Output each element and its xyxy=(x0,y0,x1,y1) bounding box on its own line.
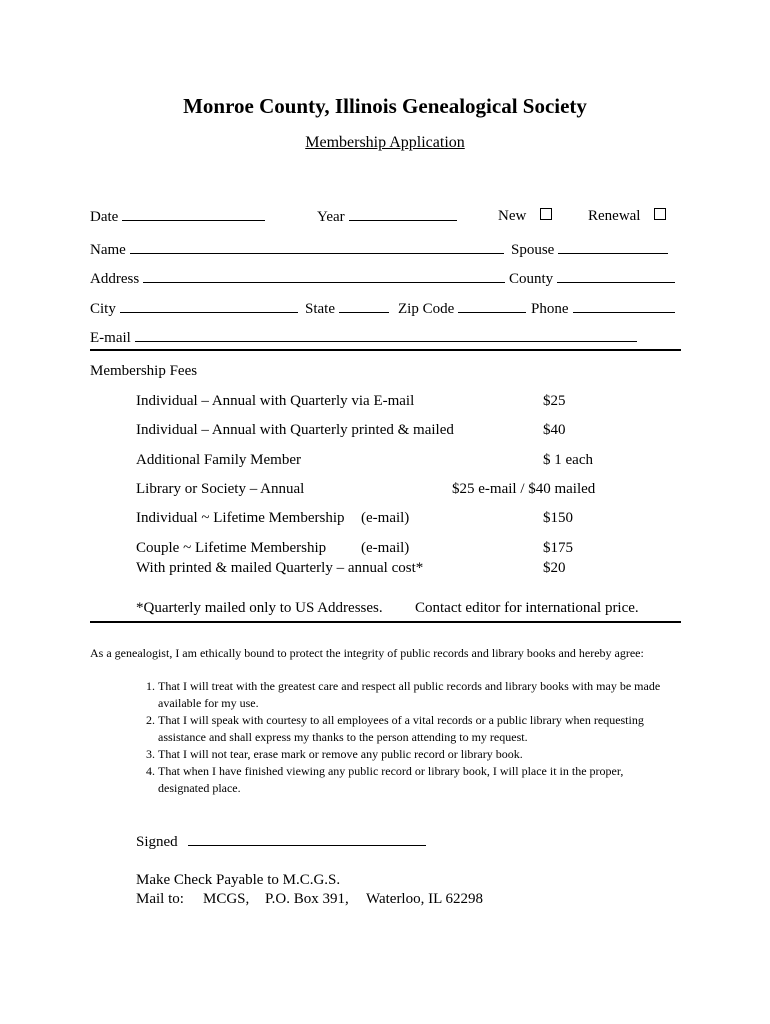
fee-label-couple-lifetime: Couple ~ Lifetime Membership xyxy=(136,540,327,556)
fee-label-library: Library or Society – Annual xyxy=(136,481,305,497)
zip-field[interactable] xyxy=(398,300,526,318)
email-blank[interactable] xyxy=(135,329,637,342)
section-divider-bottom xyxy=(90,621,681,623)
date-field[interactable] xyxy=(90,208,265,226)
fee-label-quarterly-addon: With printed & mailed Quarterly – annual cost* xyxy=(136,560,424,576)
name-blank[interactable] xyxy=(130,241,504,254)
renewal-option[interactable] xyxy=(588,208,666,225)
pledge-list xyxy=(90,678,670,797)
page-title: Monroe County, Illinois Genealogical Society xyxy=(183,94,587,118)
phone-label: Phone xyxy=(531,301,569,317)
zip-blank[interactable] xyxy=(458,300,526,313)
state-label: State xyxy=(305,301,335,317)
section-divider-top xyxy=(90,349,681,351)
email-field[interactable] xyxy=(90,329,637,347)
phone-field[interactable] xyxy=(531,300,675,318)
fee-label-individual-mailed: Individual – Annual with Quarterly printed & mailed xyxy=(136,422,454,438)
fee-price-quarterly-addon: $20 xyxy=(543,560,566,576)
mail-city: Waterloo, IL 62298 xyxy=(366,891,483,907)
fees-heading: Membership Fees xyxy=(90,363,198,379)
page-subtitle xyxy=(0,134,770,152)
address-field[interactable] xyxy=(90,270,505,288)
fee-label-family-member: Additional Family Member xyxy=(136,452,301,468)
county-label: County xyxy=(509,271,554,287)
spouse-field[interactable] xyxy=(511,241,668,259)
fees-footnote-contact: Contact editor for international price. xyxy=(415,600,639,616)
state-blank[interactable] xyxy=(339,300,389,313)
new-option[interactable] xyxy=(498,208,552,225)
pledge-item: 3. That I will not tear, erase mark or remove any public record or library book. xyxy=(158,746,670,763)
fee-price-individual-email: $25 xyxy=(543,393,566,409)
fee-price-individual-mailed: $40 xyxy=(543,422,566,438)
pledge-item: 1. That I will treat with the greatest care and respect all public records and library books with may be made available for my use. xyxy=(158,678,670,712)
renewal-label: Renewal xyxy=(588,208,641,224)
signed-label: Signed xyxy=(136,834,178,850)
fee-note-individual-lifetime: (e-mail) xyxy=(361,510,410,526)
pledge-item: 4. That when I have finished viewing any public record or library book, I will place it in the proper, designated place. xyxy=(158,763,670,797)
fee-label-individual-lifetime: Individual ~ Lifetime Membership xyxy=(136,510,345,526)
email-label: E-mail xyxy=(90,330,131,346)
city-field[interactable] xyxy=(90,300,298,318)
phone-blank[interactable] xyxy=(573,300,675,313)
mail-to-label: Mail to: xyxy=(136,891,184,907)
address-label: Address xyxy=(90,271,140,287)
fee-price-individual-lifetime: $150 xyxy=(543,510,573,526)
date-label: Date xyxy=(90,209,119,225)
mail-box: P.O. Box 391, xyxy=(265,891,349,907)
name-label: Name xyxy=(90,242,126,258)
fee-note-couple-lifetime: (e-mail) xyxy=(361,540,410,556)
new-checkbox[interactable] xyxy=(540,208,552,220)
date-blank[interactable] xyxy=(122,208,265,221)
payable-note: Make Check Payable to M.C.G.S. xyxy=(136,872,341,888)
signature-blank[interactable] xyxy=(188,833,426,846)
fee-price-family-member: $ 1 each xyxy=(543,452,593,468)
spouse-blank[interactable] xyxy=(558,241,668,254)
city-blank[interactable] xyxy=(120,300,298,313)
county-field[interactable] xyxy=(509,270,675,288)
address-blank[interactable] xyxy=(143,270,505,283)
new-label: New xyxy=(498,208,527,224)
renewal-checkbox[interactable] xyxy=(654,208,666,220)
signature-field[interactable] xyxy=(136,833,426,851)
pledge-intro: As a genealogist, I am ethically bound to protect the integrity of public records and library books and hereby agree: xyxy=(90,646,644,660)
county-blank[interactable] xyxy=(557,270,675,283)
state-field[interactable] xyxy=(305,300,389,318)
year-label: Year xyxy=(317,209,345,225)
city-label: City xyxy=(90,301,116,317)
fee-label-individual-email: Individual – Annual with Quarterly via E-mail xyxy=(136,393,415,409)
year-field[interactable] xyxy=(317,208,457,226)
pledge-item: 2. That I will speak with courtesy to all employees of a vital records or a public library when requesting assistance and shall express my thanks to the person attending to my request. xyxy=(158,712,670,746)
spouse-label: Spouse xyxy=(511,242,555,258)
zip-label: Zip Code xyxy=(398,301,455,317)
fee-price-couple-lifetime: $175 xyxy=(543,540,573,556)
mail-name: MCGS, xyxy=(203,891,250,907)
subtitle-text: Membership Application xyxy=(305,134,465,151)
year-blank[interactable] xyxy=(349,208,457,221)
fee-price-library: $25 e-mail / $40 mailed xyxy=(452,481,596,497)
fees-footnote: *Quarterly mailed only to US Addresses. xyxy=(136,600,383,616)
name-field[interactable] xyxy=(90,241,504,259)
